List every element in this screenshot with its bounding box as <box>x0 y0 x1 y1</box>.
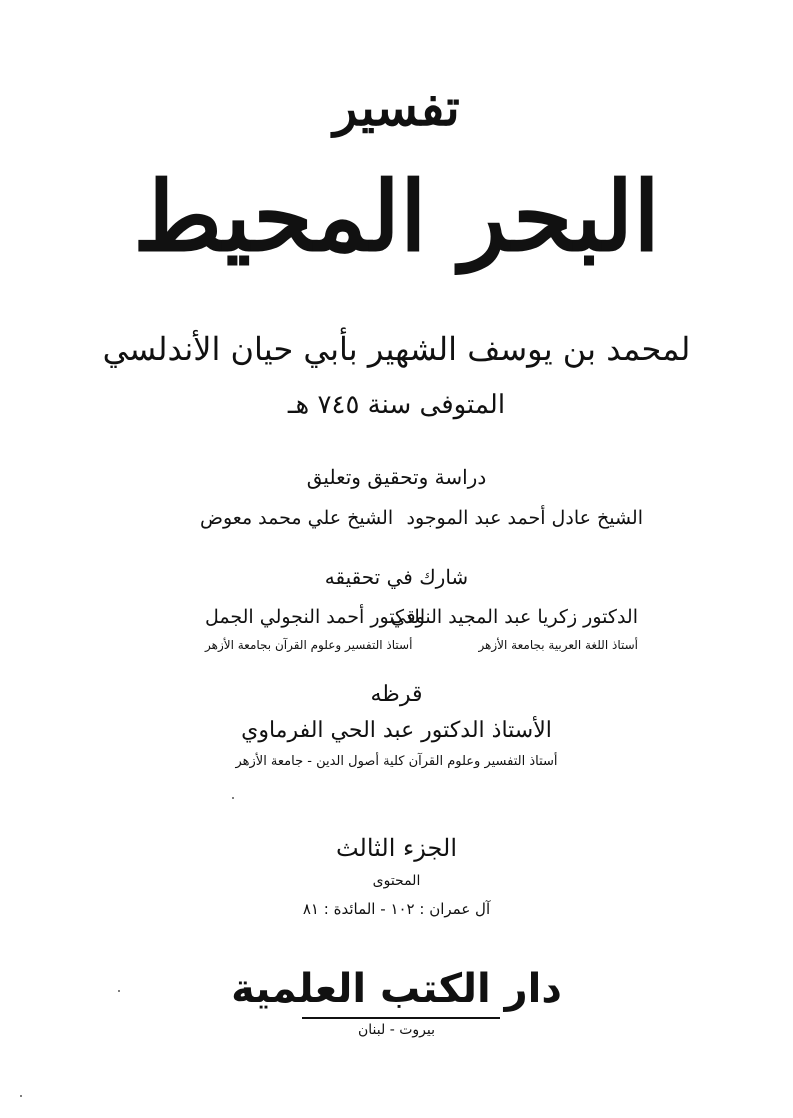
scan-speck <box>118 990 120 992</box>
participated-label: شارك في تحقيقه <box>324 565 469 589</box>
publisher-name: دار الكتب العلمية <box>231 966 562 1012</box>
participant-2-affiliation: أستاذ التفسير وعلوم القرآن بجامعة الأزهر <box>205 638 413 652</box>
contents-range: آل عمران : ١٠٢ - المائدة : ٨١ <box>302 900 491 918</box>
publisher-location: بيروت - لبنان <box>358 1022 435 1038</box>
death-date: المتوفى سنة ٧٤٥ هـ <box>287 390 506 420</box>
study-note: دراسة وتحقيق وتعليق <box>306 465 487 489</box>
author-line: لمحمد بن يوسف الشهير بأبي حيان الأندلسي <box>102 330 691 368</box>
editor-2: الشيخ علي محمد معوض <box>200 507 394 529</box>
introducer-name: الأستاذ الدكتور عبد الحي الفرماوي <box>241 718 552 743</box>
book-title: البحر المحيط <box>133 160 660 273</box>
participant-1-affiliation: أستاذ اللغة العربية بجامعة الأزهر <box>478 638 638 652</box>
publisher-underline <box>302 1017 500 1019</box>
introducer-affiliation: أستاذ التفسير وعلوم القرآن كلية أصول الدين - جامعة الأزهر <box>235 754 558 769</box>
scan-speck <box>20 1095 22 1097</box>
participant-2-name: الدكتور أحمد النجولي الجمل <box>205 606 426 628</box>
pre-title: تفسير <box>333 78 460 137</box>
participant-1-name: الدكتور زكريا عبد المجيد النوقي <box>390 606 638 628</box>
editor-1: الشيخ عادل أحمد عبد الموجود <box>406 507 643 529</box>
scan-speck <box>232 797 234 799</box>
introduced-label: قرظه <box>370 682 423 707</box>
contents-label: المحتوى <box>372 873 421 889</box>
volume-label: الجزء الثالث <box>335 834 458 862</box>
